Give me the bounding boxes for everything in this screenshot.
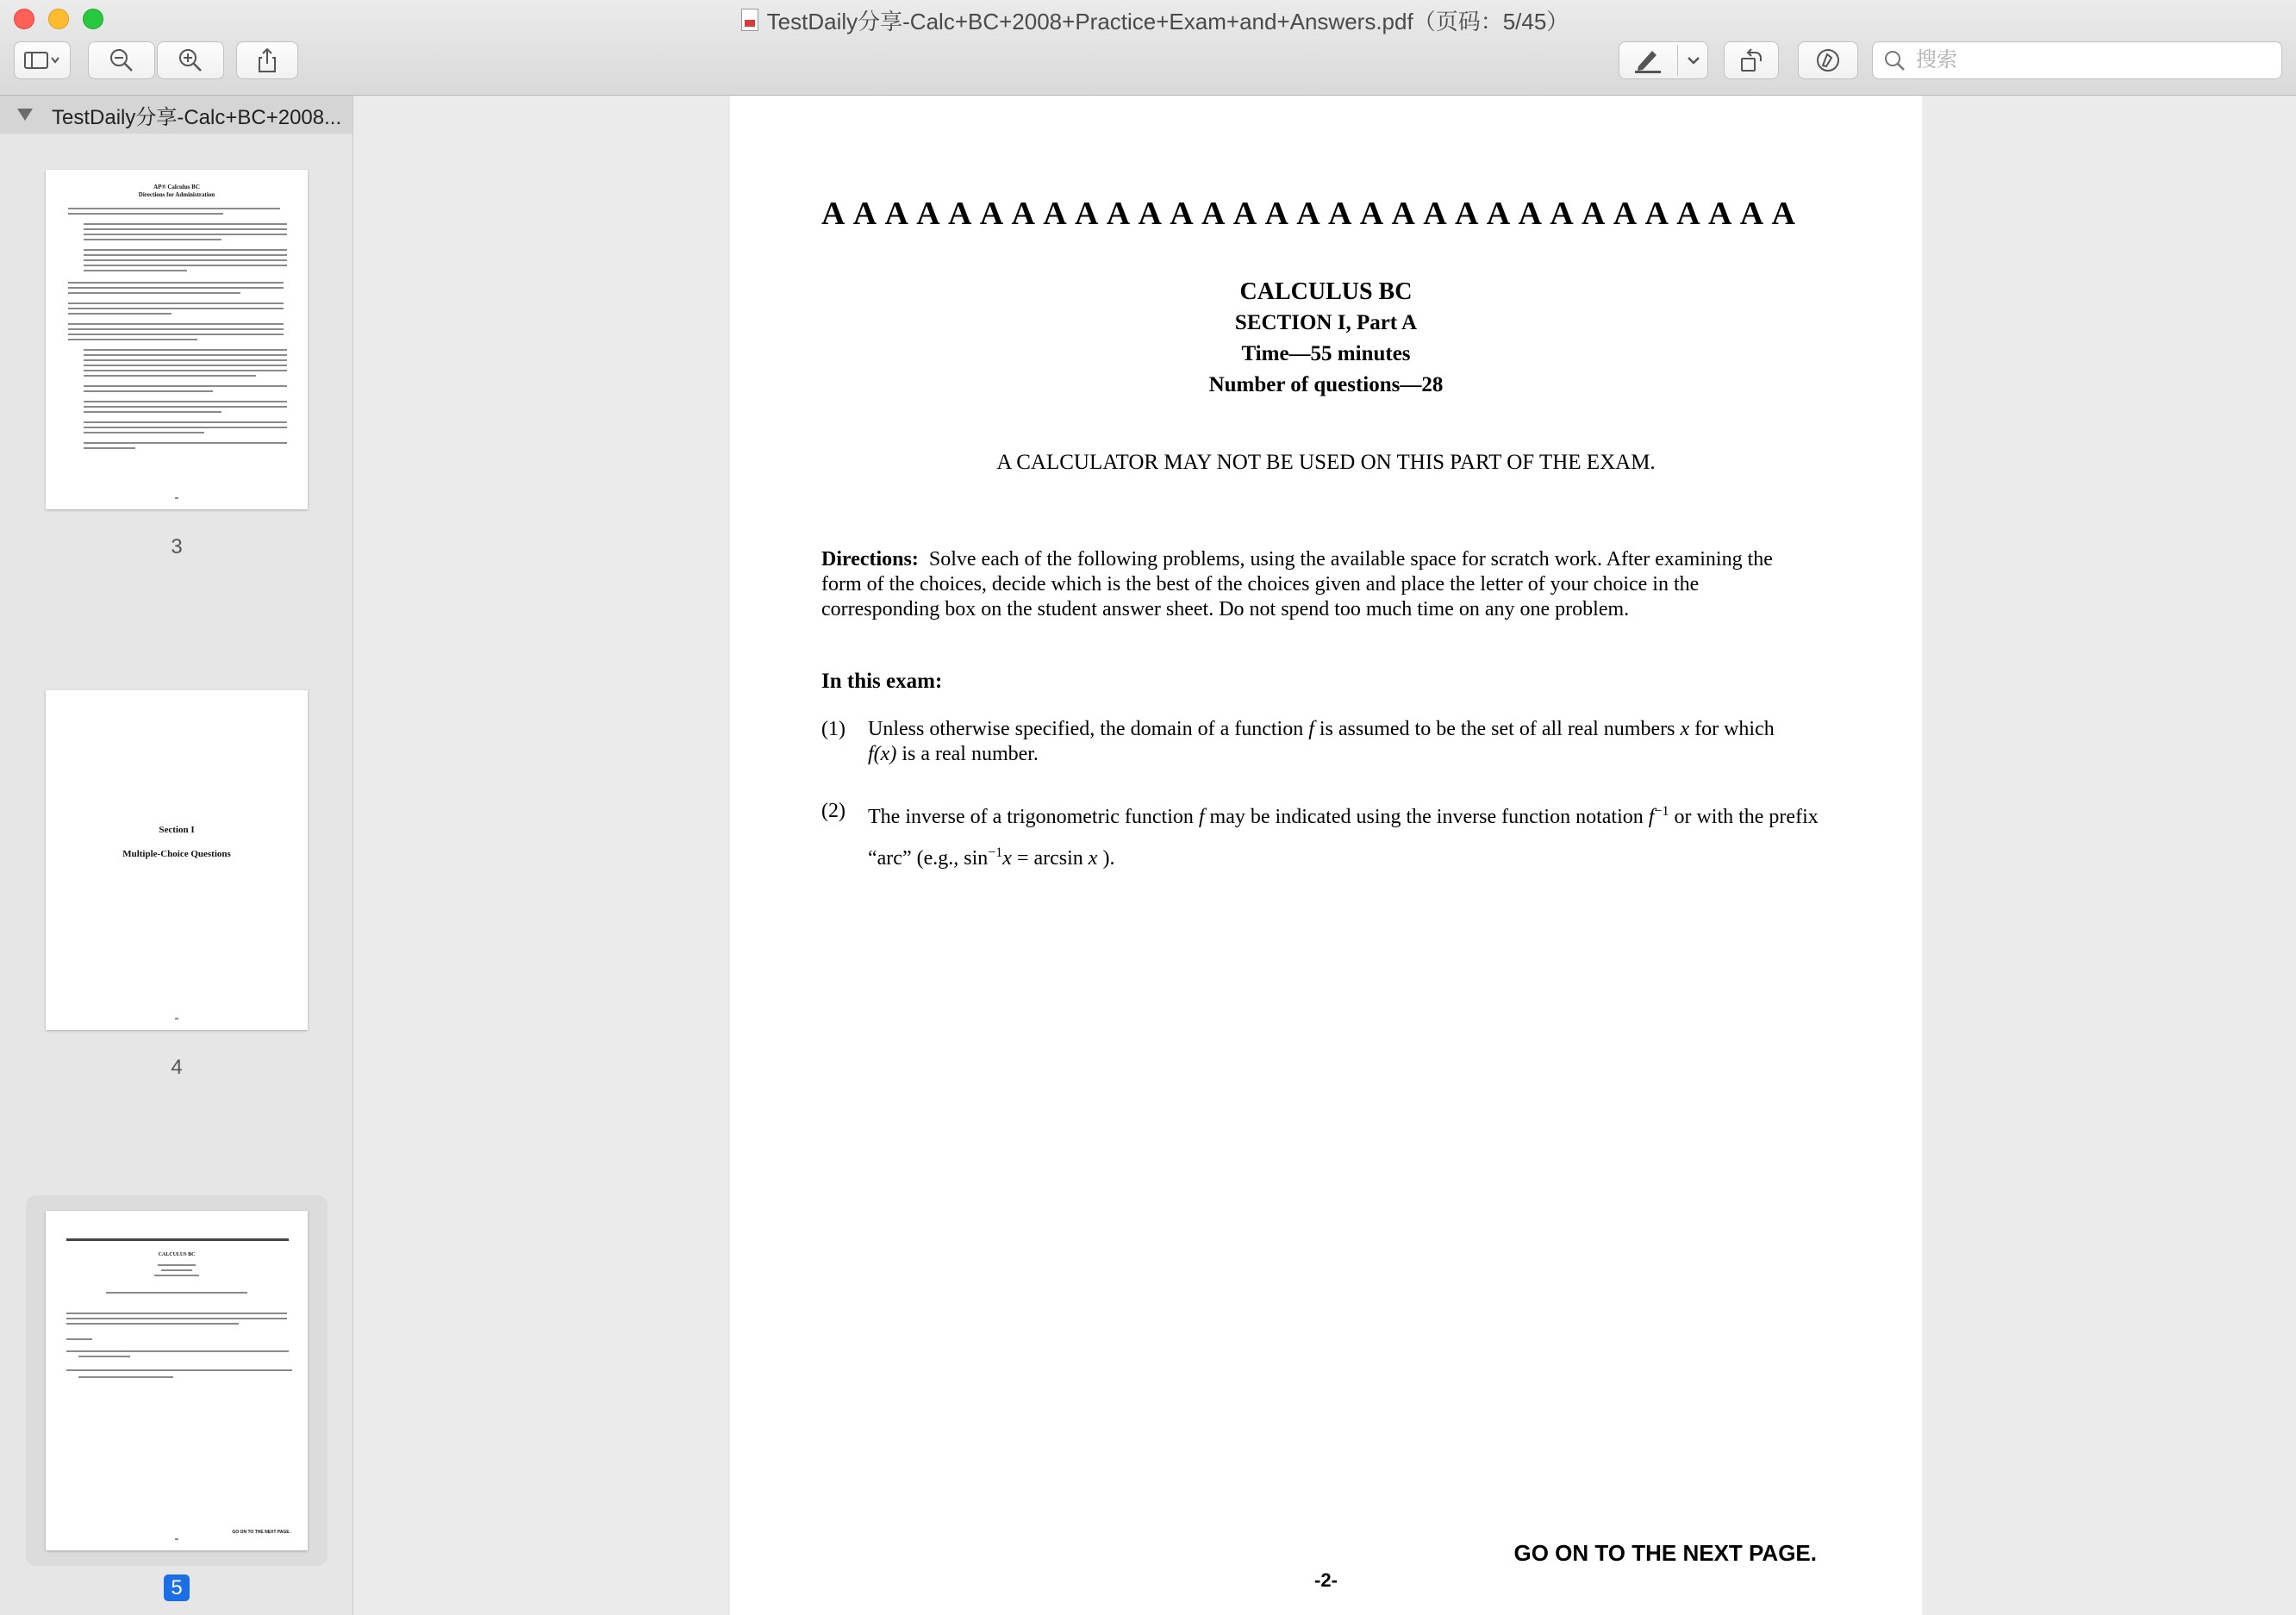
note-text: The inverse of a trigonometric function [868, 806, 1194, 828]
thumbnail-page-number [26, 1576, 328, 1600]
thumbnail-page-number: 3 [171, 535, 183, 558]
chevron-down-icon [1687, 55, 1700, 65]
sidebar-document-name: TestDaily分享-Calc+BC+2008... [52, 105, 342, 129]
search-input[interactable] [1914, 47, 2262, 73]
sidebar-document-header[interactable] [0, 96, 353, 134]
share-button[interactable] [236, 41, 298, 79]
math-superscript: −1 [988, 845, 1003, 860]
a-row-header: A A A A A A A A A A A A A A A A A A A A A A A A A A A A A A A [821, 196, 1797, 232]
thumbnail-sidebar [0, 96, 353, 1615]
directions-label: Directions: [821, 548, 919, 571]
math-f: f [1198, 806, 1205, 828]
go-on-notice: GO ON TO THE NEXT PAGE. [1513, 1540, 1817, 1566]
search-field[interactable] [1872, 41, 2282, 79]
note-text: ). [1102, 847, 1115, 870]
pdf-page [730, 96, 1922, 1615]
markup-pen-icon [1633, 47, 1663, 73]
question-count: Number of questions—28 [1208, 373, 1444, 396]
exam-title: CALCULUS BC [1239, 278, 1413, 305]
note-text: for which [1694, 718, 1775, 740]
note-number: (2) [821, 800, 845, 822]
math-superscript: −1 [1654, 804, 1669, 819]
window-title-bar [707, 5, 1603, 34]
thumbnail-title: AP® Calculus BC [153, 184, 200, 190]
note-text: is a real number. [902, 743, 1039, 765]
directions-text: Solve each of the following problems, using the available space for scratch work. After examining the form of the choices, decide which is the best of the choices given and place the letter of your choice in the corresponding box on the student answer sheet. Do not spend too much time on any one problem. [821, 548, 1773, 620]
thumbnail-footer: GO ON TO THE NEXT PAGE. [232, 1530, 290, 1535]
math-f: f [1308, 718, 1314, 740]
math-x: x [1680, 718, 1690, 740]
rotate-button[interactable] [1724, 41, 1779, 79]
directions-paragraph [821, 547, 1812, 622]
document-view[interactable] [354, 96, 2296, 1615]
note-text: or with the prefix “arc” (e.g., [868, 806, 1819, 870]
math-f-inverse: f [1648, 806, 1655, 828]
minimize-window-button[interactable] [48, 9, 69, 29]
pdf-document-icon [741, 9, 758, 31]
zoom-in-button[interactable] [157, 41, 224, 79]
math-x: x [1002, 847, 1012, 870]
markup-dropdown-button[interactable] [1679, 41, 1708, 79]
maximize-window-button[interactable] [83, 9, 103, 29]
note-text: may be indicated using the inverse function notation [1209, 806, 1644, 828]
window-title: TestDaily分享-Calc+BC+2008+Practice+Exam+and+Answers.pdf（页码：5/45） [766, 8, 1569, 34]
zoom-out-icon [109, 47, 134, 73]
thumbnail-image [46, 690, 308, 1030]
note-text: Unless otherwise specified, the domain of a function [868, 718, 1304, 740]
time-limit: Time—55 minutes [1241, 342, 1411, 365]
note-number: (1) [821, 718, 845, 740]
rotate-icon [1738, 47, 1764, 73]
annotate-button[interactable] [1798, 41, 1858, 79]
math-sin: sin [964, 847, 989, 870]
thumbnail-title: CALCULUS BC [158, 1252, 196, 1257]
math-x: x [1088, 847, 1098, 870]
thumbnail-image [46, 1211, 308, 1550]
thumbnail-subtitle: Multiple-Choice Questions [122, 849, 231, 859]
math-fx: f(x) [868, 743, 897, 765]
thumbnail-title: Section I [159, 825, 195, 835]
in-this-exam-heading: In this exam: [821, 670, 943, 693]
share-icon [255, 47, 279, 73]
thumbnail-subtitle: Directions for Administration [138, 191, 215, 198]
section-title: SECTION I, Part A [1234, 311, 1418, 334]
thumbnail-page-number: 4 [171, 1056, 183, 1079]
thumbnail-page-number-selected: 5 [164, 1574, 189, 1601]
search-icon [1883, 49, 1906, 72]
thumbnail-image [46, 170, 308, 509]
annotate-icon [1815, 47, 1841, 73]
zoom-out-button[interactable] [88, 41, 155, 79]
zoom-in-icon [178, 47, 203, 73]
close-window-button[interactable] [14, 9, 34, 29]
page-number: -2- [1314, 1569, 1338, 1591]
sidebar-icon [23, 50, 61, 71]
disclosure-triangle-icon[interactable] [17, 109, 33, 121]
window-chrome [0, 0, 2296, 96]
sidebar-toggle-button[interactable] [14, 41, 71, 79]
note-text: is assumed to be the set of all real numbers [1319, 718, 1675, 740]
calculator-notice: A CALCULATOR MAY NOT BE USED ON THIS PART OF THE EXAM. [996, 451, 1656, 474]
math-arcsin: = arcsin [1016, 847, 1083, 870]
